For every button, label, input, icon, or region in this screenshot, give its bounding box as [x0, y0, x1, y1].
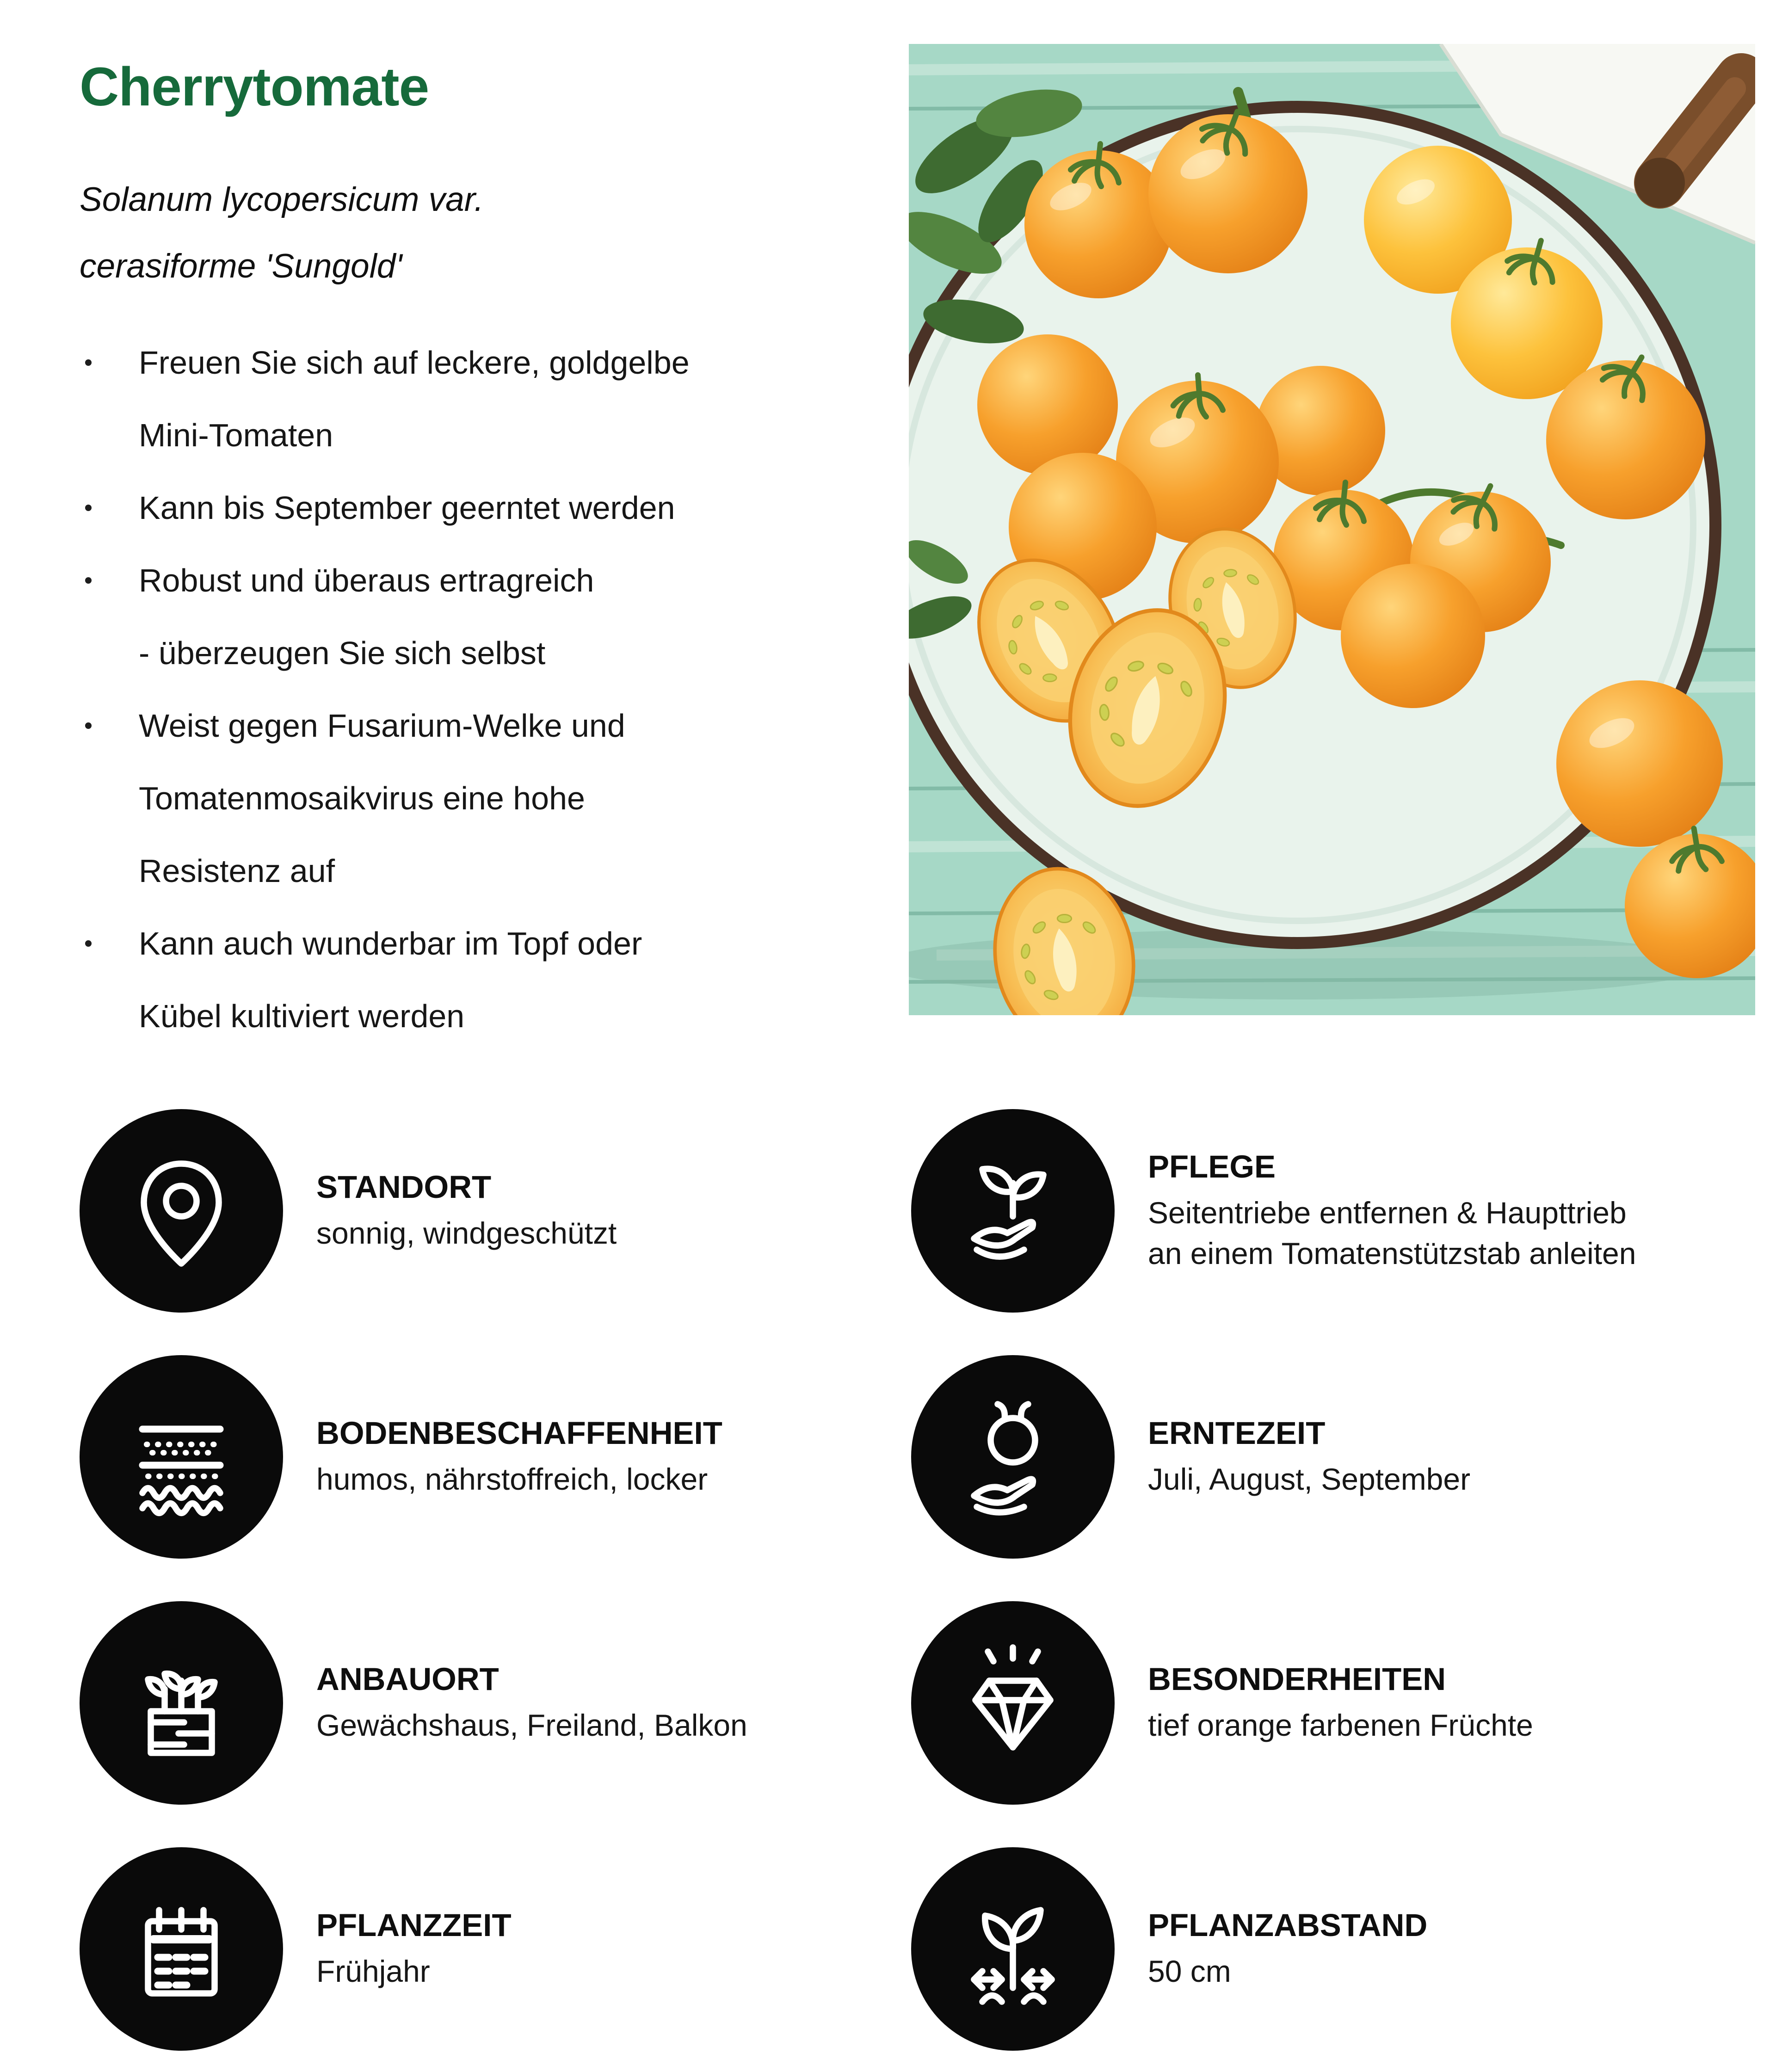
bullet-line: Resistenz auf [139, 853, 335, 889]
feature-value: Gewächshaus, Freiland, Balkon [316, 1708, 747, 1742]
list-item [80, 690, 894, 907]
list-item [80, 472, 894, 544]
feature-value: Frühjahr [316, 1954, 430, 1988]
feature-pflanzabstand [911, 1847, 1745, 2051]
calendar-icon [112, 1880, 251, 2018]
feature-value: Juli, August, September [1148, 1462, 1471, 1496]
feature-bodenbeschaffenheit [80, 1355, 911, 1559]
soil-layers-icon [112, 1388, 251, 1526]
feature-title: ANBAUORT [316, 1661, 499, 1697]
bullet-line: Freuen Sie sich auf leckere, goldgelbe [139, 345, 690, 381]
location-pin-icon [112, 1141, 251, 1280]
bullet-line: Mini-Tomaten [139, 417, 333, 453]
feature-bullet-list [80, 327, 894, 1053]
bullet-line: Kann bis September geerntet werden [139, 490, 675, 526]
feature-pflanzzeit [80, 1847, 911, 2051]
diamond-icon [944, 1634, 1082, 1772]
latin-name-line2: cerasiforme 'Sungold' [80, 247, 402, 285]
feature-value: Seitentriebe entfernen & Haupttrieb [1148, 1195, 1627, 1230]
feature-value: sonnig, windgeschützt [316, 1215, 617, 1250]
feature-erntezeit [911, 1355, 1745, 1559]
page-title: Cherrytomate [80, 56, 429, 117]
tomato-photo-illustration [909, 44, 1755, 1015]
bullet-line: Weist gegen Fusarium-Welke und [139, 708, 625, 744]
feature-title: PFLANZZEIT [316, 1907, 512, 1943]
bullet-line: Robust und überaus ertragreich [139, 562, 594, 598]
feature-title: ERNTEZEIT [1148, 1415, 1326, 1451]
feature-pflege [911, 1109, 1745, 1313]
feature-title: PFLEGE [1148, 1148, 1276, 1184]
feature-value: humos, nährstoffreich, locker [316, 1462, 708, 1496]
feature-anbauort [80, 1601, 911, 1805]
bullet-dot-icon [85, 505, 92, 511]
bullet-dot-icon [85, 359, 92, 366]
list-item [80, 907, 894, 1053]
bullet-dot-icon [85, 940, 92, 947]
feature-value: 50 cm [1148, 1954, 1231, 1988]
hand-seedling-icon [944, 1141, 1082, 1280]
bullet-line: Kübel kultiviert werden [139, 998, 465, 1034]
feature-value: tief orange farbenen Früchte [1148, 1708, 1533, 1742]
plant-spacing-icon [944, 1880, 1082, 2018]
product-photo [909, 44, 1755, 1015]
feature-grid [80, 1109, 1745, 2051]
bullet-dot-icon [85, 722, 92, 729]
feature-title: BODENBESCHAFFENHEIT [316, 1415, 722, 1451]
bullet-dot-icon [85, 577, 92, 584]
list-item [80, 544, 894, 690]
text-column [80, 56, 894, 1053]
feature-value: an einem Tomatenstützstab anleiten [1148, 1236, 1636, 1270]
feature-title: BESONDERHEITEN [1148, 1661, 1446, 1697]
bullet-line: - überzeugen Sie sich selbst [139, 635, 546, 671]
planter-box-icon [112, 1634, 251, 1772]
list-item [80, 327, 894, 472]
latin-name [80, 166, 894, 300]
hand-tomato-icon [944, 1388, 1082, 1526]
feature-besonderheiten [911, 1601, 1745, 1805]
bullet-line: Kann auch wunderbar im Topf oder [139, 925, 642, 962]
bullet-line: Tomatenmosaikvirus eine hohe [139, 780, 585, 816]
feature-standort [80, 1109, 911, 1313]
feature-title: PFLANZABSTAND [1148, 1907, 1428, 1943]
latin-name-line1: Solanum lycopersicum var. [80, 181, 484, 218]
feature-title: STANDORT [316, 1169, 492, 1205]
